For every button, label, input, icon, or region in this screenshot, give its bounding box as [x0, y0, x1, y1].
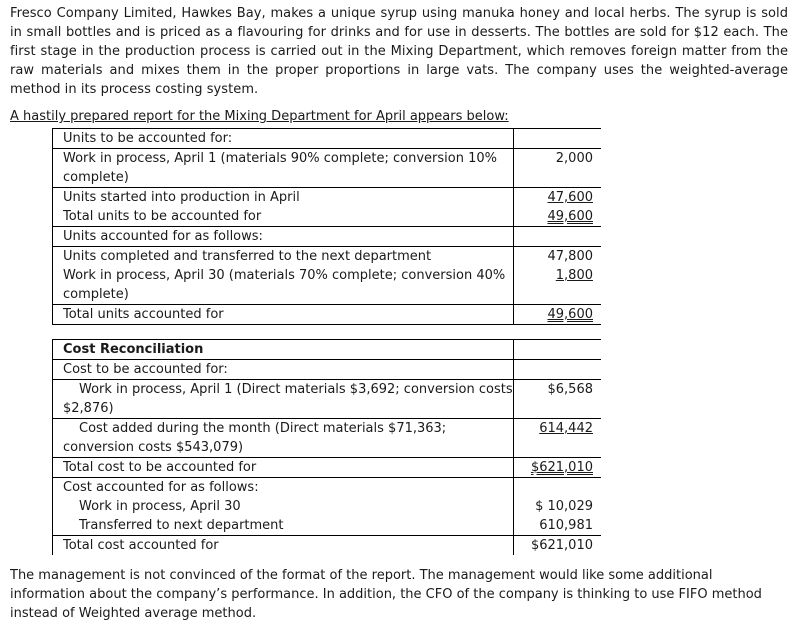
total-units-to-account-value: 49,600 [514, 207, 602, 227]
intro-paragraph: Fresco Company Limited, Hawkes Bay, makes a unique syrup using manuka honey and local herbs. The syrup is sold in small bottles and is priced as a flavouring for drinks and for use in desserts. The bottles are sold for $12 each. The first stage in the production process is carried out in the Mixing Department, which removes foreign matter from the raw materials and mixes them in the proper proportions in large vats. The company uses the weighted-average method in its process costing system. [10, 6, 788, 97]
wip-begin-units-label: Work in process, April 1 (materials 90% complete; conversion 10% complete) [53, 149, 514, 188]
total-units-accounted-label: Total units accounted for [53, 305, 514, 325]
cost-added-value: 614,442 [514, 419, 602, 458]
table-row [53, 497, 602, 516]
table-row [53, 247, 602, 267]
table-row [53, 458, 602, 478]
units-accounted-header-label: Units accounted for as follows: [53, 227, 514, 247]
transferred-cost-value: 610,981 [514, 516, 602, 536]
wip-end-units-value: 1,800 [514, 266, 602, 305]
total-cost-to-account-value: $621,010 [514, 458, 602, 478]
cost-added-label: Cost added during the month (Direct materials $71,363; conversion costs $543,079) [53, 419, 514, 458]
cost-to-account-value [514, 360, 602, 380]
cost-heading-value [514, 340, 602, 360]
cost-to-account-header: Cost to be accounted for: [53, 360, 514, 380]
wip-begin-cost-label: Work in process, April 1 (Direct materials $3,692; conversion costs $2,876) [53, 380, 514, 419]
wip-end-cost-value: $ 10,029 [514, 497, 602, 516]
table-row [53, 516, 602, 536]
report-title: A hastily prepared report for the Mixing Department for April appears below: [10, 109, 509, 124]
cost-accounted-header-value [514, 478, 602, 498]
table-row [53, 340, 602, 360]
wip-end-units-label: Work in process, April 30 (materials 70% complete; conversion 40% complete) [53, 266, 514, 305]
table-row [53, 536, 602, 556]
units-completed-value: 47,800 [514, 247, 602, 267]
table-row [53, 227, 602, 247]
table-row [53, 360, 602, 380]
table-row [53, 305, 602, 325]
table-row [53, 266, 602, 305]
cost-reconciliation-table [52, 339, 601, 555]
total-units-accounted-value: 49,600 [514, 305, 602, 325]
total-cost-accounted-value: $621,010 [514, 536, 602, 556]
units-report-table [52, 128, 601, 325]
units-header-value [514, 129, 602, 149]
units-started-value: 47,600 [514, 188, 602, 208]
cost-reconciliation-heading: Cost Reconciliation [53, 340, 514, 360]
closing-paragraph: The management is not convinced of the format of the report. The management would like some additional information about the company’s performance. In addition, the CFO of the company is thinking to use FIFO method instead of Weighted average method. [10, 568, 762, 621]
units-completed-label: Units completed and transferred to the next department [53, 247, 514, 267]
cost-accounted-header: Cost accounted for as follows: [53, 478, 514, 498]
wip-begin-units-value: 2,000 [514, 149, 602, 188]
table-row [53, 129, 602, 149]
table-row [53, 149, 602, 188]
table-row [53, 207, 602, 227]
units-header-label: Units to be accounted for: [53, 129, 514, 149]
transferred-cost-label: Transferred to next department [53, 516, 514, 536]
total-units-to-account-label: Total units to be accounted for [53, 207, 514, 227]
table-row [53, 419, 602, 458]
wip-begin-cost-value: $6,568 [514, 380, 602, 419]
units-accounted-header-value [514, 227, 602, 247]
table-row [53, 380, 602, 419]
units-started-label: Units started into production in April [53, 188, 514, 208]
wip-end-cost-label: Work in process, April 30 [53, 497, 514, 516]
total-cost-accounted-label: Total cost accounted for [53, 536, 514, 556]
table-row [53, 188, 602, 208]
total-cost-to-account-label: Total cost to be accounted for [53, 458, 514, 478]
table-row [53, 478, 602, 498]
